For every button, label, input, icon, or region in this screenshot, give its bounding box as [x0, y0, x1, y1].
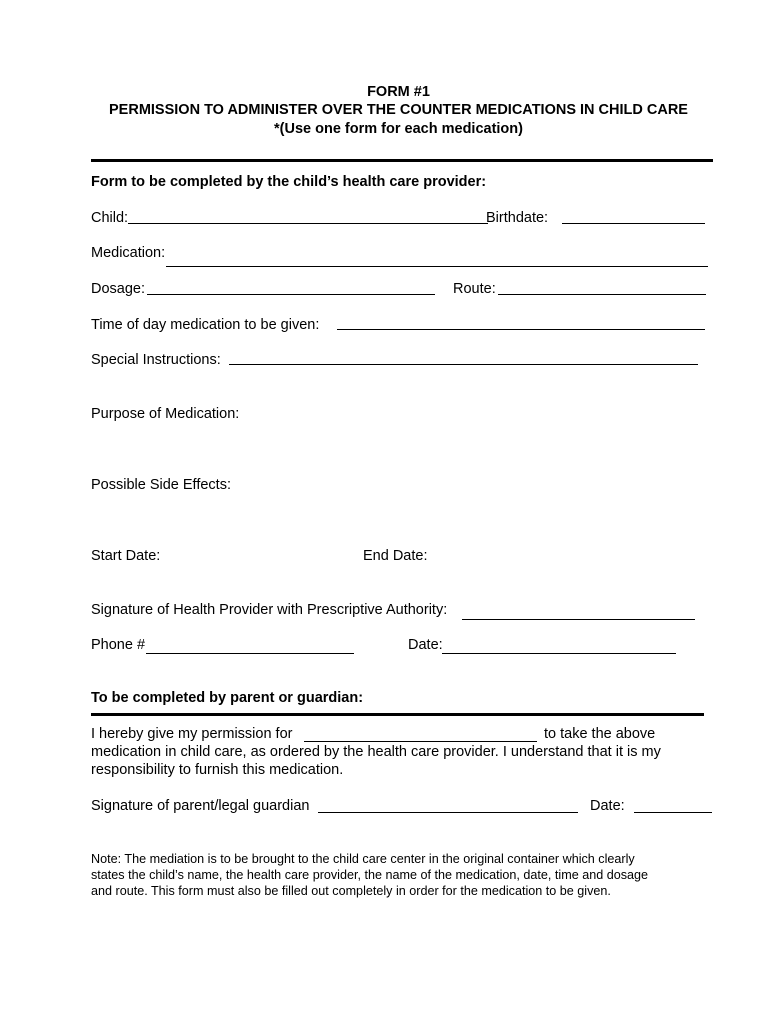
- phone-field[interactable]: [146, 653, 354, 654]
- birthdate-label: Birthdate:: [486, 210, 549, 226]
- parent-section-divider: [91, 713, 704, 716]
- end-date-label: End Date:: [363, 548, 428, 564]
- parent-signature-field[interactable]: [318, 812, 578, 813]
- birthdate-field[interactable]: [562, 223, 705, 224]
- medication-label: Medication:: [91, 245, 166, 261]
- note-line: states the child’s name, the health care provider, the name of the medication, date, time and dosage: [91, 868, 649, 882]
- permission-text-end: to take the above: [544, 726, 656, 742]
- medication-field[interactable]: [166, 266, 708, 267]
- provider-signature-field[interactable]: [462, 619, 695, 620]
- form-subtitle: *(Use one form for each medication): [274, 121, 523, 137]
- parent-section-heading: To be completed by parent or guardian:: [91, 690, 364, 706]
- header-divider: [91, 159, 713, 162]
- permission-text-line3: responsibility to furnish this medication.: [91, 762, 344, 778]
- child-name-field[interactable]: [304, 741, 537, 742]
- permission-text-start: I hereby give my permission for: [91, 726, 293, 742]
- parent-date-field[interactable]: [634, 812, 712, 813]
- note-text: [91, 851, 731, 899]
- phone-label: Phone #: [91, 637, 146, 653]
- form-title: PERMISSION TO ADMINISTER OVER THE COUNTER MEDICATIONS IN CHILD CARE: [109, 102, 688, 118]
- provider-date-field[interactable]: [442, 653, 676, 654]
- form-number: FORM #1: [367, 84, 430, 100]
- purpose-label: Purpose of Medication:: [91, 406, 240, 422]
- time-of-day-field[interactable]: [337, 329, 705, 330]
- dosage-label: Dosage:: [91, 281, 146, 297]
- dosage-field[interactable]: [147, 294, 435, 295]
- note-line: Note: The mediation is to be brought to the child care center in the original container which clearly: [91, 852, 635, 866]
- time-of-day-label: Time of day medication to be given:: [91, 317, 320, 333]
- special-instructions-label: Special Instructions:: [91, 352, 221, 368]
- route-label: Route:: [453, 281, 496, 297]
- provider-section-heading: Form to be completed by the child’s health care provider:: [91, 174, 487, 190]
- permission-text-line2: medication in child care, as ordered by the health care provider. I understand that it is my: [91, 744, 661, 760]
- child-label: Child:: [91, 210, 129, 226]
- special-instructions-field[interactable]: [229, 364, 698, 365]
- provider-date-label: Date:: [408, 637, 443, 653]
- provider-signature-label: Signature of Health Provider with Prescriptive Authority:: [91, 602, 448, 618]
- start-date-label: Start Date:: [91, 548, 161, 564]
- parent-date-label: Date:: [590, 798, 625, 814]
- note-line: and route. This form must also be filled out completely in order for the medication to be given.: [91, 884, 611, 898]
- parent-signature-label: Signature of parent/legal guardian: [91, 798, 310, 814]
- route-field[interactable]: [498, 294, 706, 295]
- child-field[interactable]: [128, 223, 488, 224]
- side-effects-label: Possible Side Effects:: [91, 477, 231, 493]
